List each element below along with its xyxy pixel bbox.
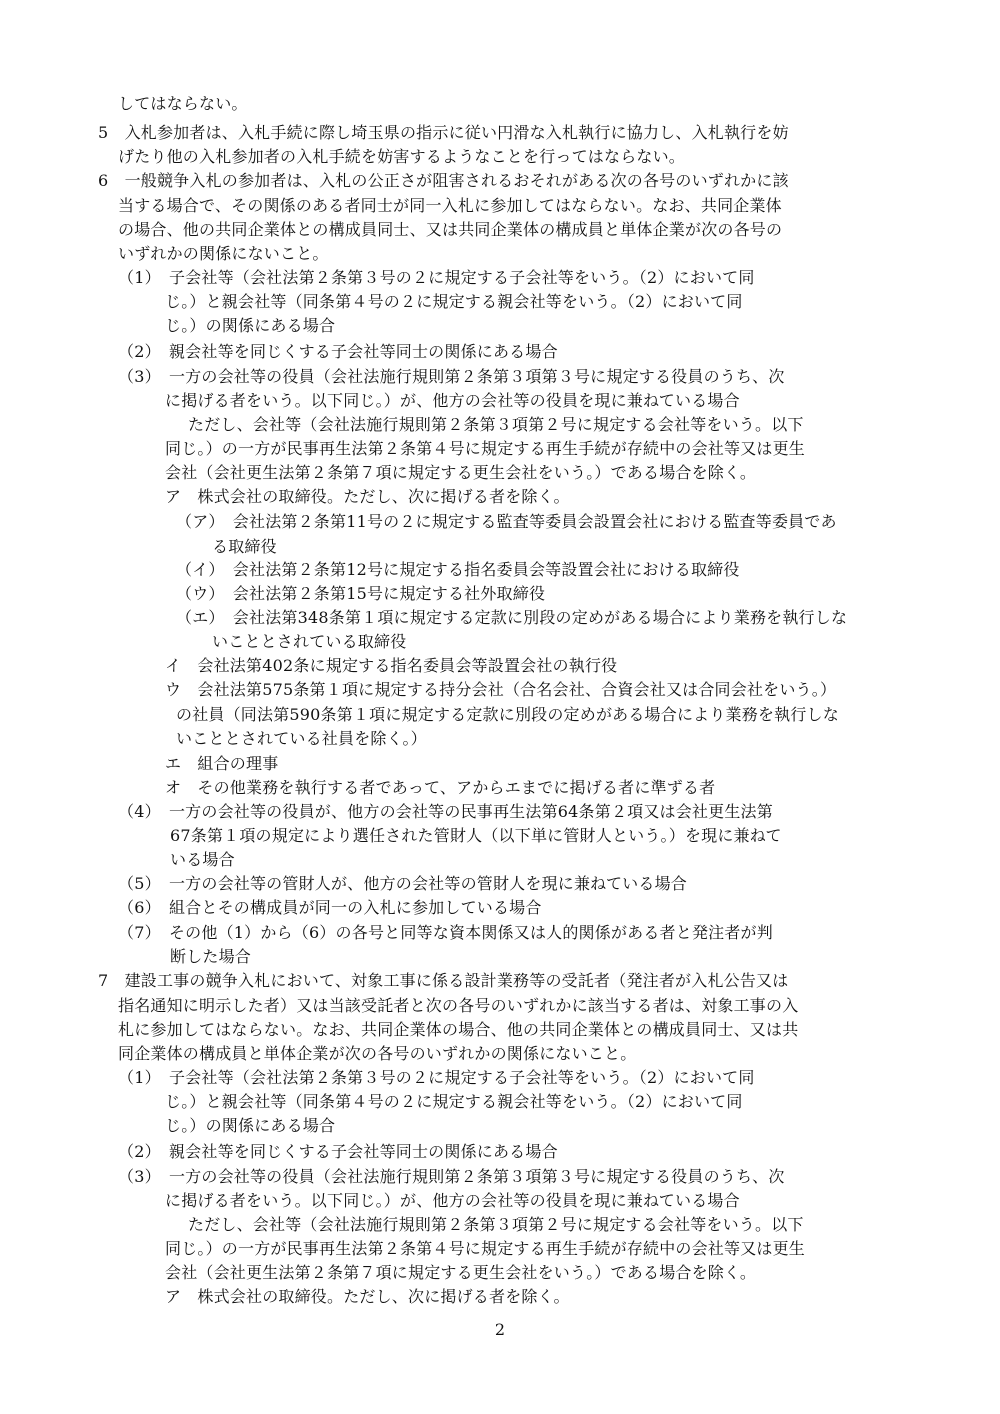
text-line: 会社（会社更生法第２条第７項に規定する更生会社をいう。）である場合を除く。	[165, 463, 757, 482]
text-line: いこととされている社員を除く。）	[176, 729, 427, 748]
text-line: いこととされている取締役	[212, 632, 407, 651]
text-line: じ。）と親会社等（同条第４号の２に規定する親会社等をいう。（2）において同	[165, 1092, 743, 1111]
text-line: いずれかの関係にないこと。	[118, 244, 329, 263]
text-line: ア 株式会社の取締役。ただし、次に掲げる者を除く。	[165, 487, 570, 506]
text-line: ア 株式会社の取締役。ただし、次に掲げる者を除く。	[165, 1287, 570, 1306]
text-line: （イ） 会社法第２条第12号に規定する指名委員会等設置会社における取締役	[176, 560, 740, 579]
text-line: 会社（会社更生法第２条第７項に規定する更生会社をいう。）である場合を除く。	[165, 1263, 757, 1282]
text-line: 同じ。）の一方が民事再生法第２条第４号に規定する再生手続が存続中の会社等又は更生	[165, 1239, 806, 1258]
text-line: の社員（同法第590条第１項に規定する定款に別段の定めがある場合により業務を執行しな	[176, 705, 839, 724]
text-line: に掲げる者をいう。以下同じ。）が、他方の会社等の役員を現に兼ねている場合	[165, 1191, 740, 1210]
text-line: じ。）の関係にある場合	[165, 1116, 336, 1135]
text-line: じ。）の関係にある場合	[165, 316, 336, 335]
text-line: 67条第１項の規定により選任された管財人（以下単に管財人という。）を現に兼ねて	[170, 826, 782, 845]
page-number: 2	[494, 1320, 506, 1339]
text-line: オ その他業務を執行する者であって、アからエまでに掲げる者に準ずる者	[165, 778, 716, 797]
text-line: 6 一般競争入札の参加者は、入札の公正さが阻害されるおそれがある次の各号のいずれかに該	[98, 171, 789, 190]
text-line: げたり他の入札参加者の入札手続を妨害するようなことを行ってはならない。	[118, 147, 686, 166]
text-line: 当する場合で、その関係のある者同士が同一入札に参加してはならない。なお、共同企業体	[118, 196, 782, 215]
text-line: に掲げる者をいう。以下同じ。）が、他方の会社等の役員を現に兼ねている場合	[165, 391, 740, 410]
text-line: じ。）と親会社等（同条第４号の２に規定する親会社等をいう。（2）において同	[165, 292, 743, 311]
text-line: 同企業体の構成員と単体企業が次の各号のいずれかの関係にないこと。	[118, 1044, 637, 1063]
text-line: （6） 組合とその構成員が同一の入札に参加している場合	[118, 898, 542, 917]
text-line: （エ） 会社法第348条第１項に規定する定款に別段の定めがある場合により業務を執行しな	[176, 608, 848, 627]
text-line: 5 入札参加者は、入札手続に際し埼玉県の指示に従い円滑な入札執行に協力し、入札執行を妨	[98, 123, 789, 142]
text-line: 同じ。）の一方が民事再生法第２条第４号に規定する再生手続が存続中の会社等又は更生	[165, 439, 806, 458]
text-line: 7 建設工事の競争入札において、対象工事に係る設計業務等の受託者（発注者が入札公告又は	[98, 971, 789, 990]
text-line: 断した場合	[170, 947, 252, 966]
text-line: （5） 一方の会社等の管財人が、他方の会社等の管財人を現に兼ねている場合	[118, 874, 687, 893]
text-line: ただし、会社等（会社法施行規則第２条第３項第２号に規定する会社等をいう。以下	[188, 415, 804, 434]
text-line: してはならない。	[118, 94, 248, 113]
text-line: （1） 子会社等（会社法第２条第３号の２に規定する子会社等をいう。（2）において同	[118, 268, 755, 287]
text-line: （1） 子会社等（会社法第２条第３号の２に規定する子会社等をいう。（2）において同	[118, 1068, 755, 1087]
text-line: （2） 親会社等を同じくする子会社等同士の関係にある場合	[118, 342, 558, 361]
text-line: （3） 一方の会社等の役員（会社法施行規則第２条第３項第３号に規定する役員のうち、次	[118, 367, 785, 386]
text-line: （ア） 会社法第２条第11号の２に規定する監査等委員会設置会社における監査等委員であ	[176, 512, 837, 531]
text-line: （4） 一方の会社等の役員が、他方の会社等の民事再生法第64条第２項又は会社更生法第	[118, 802, 773, 821]
text-line: の場合、他の共同企業体との構成員同士、又は共同企業体の構成員と単体企業が次の各号の	[118, 220, 783, 239]
text-line: 指名通知に明示した者）又は当該受託者と次の各号のいずれかに該当する者は、対象工事の入	[118, 996, 799, 1015]
text-line: （ウ） 会社法第２条第15号に規定する社外取締役	[176, 584, 546, 603]
text-line: エ 組合の理事	[165, 754, 279, 773]
text-line: 札に参加してはならない。なお、共同企業体の場合、他の共同企業体との構成員同士、又は共	[118, 1020, 799, 1039]
text-line: ウ 会社法第575条第１項に規定する持分会社（合名会社、合資会社又は合同会社をいう。）	[165, 680, 837, 699]
text-line: イ 会社法第402条に規定する指名委員会等設置会社の執行役	[165, 656, 618, 675]
text-line: （2） 親会社等を同じくする子会社等同士の関係にある場合	[118, 1142, 558, 1161]
text-line: ただし、会社等（会社法施行規則第２条第３項第２号に規定する会社等をいう。以下	[188, 1215, 804, 1234]
text-line: いる場合	[170, 850, 235, 869]
text-line: （7） その他（1）から（6）の各号と同等な資本関係又は人的関係がある者と発注者が判	[118, 923, 773, 942]
text-line: る取締役	[212, 537, 277, 556]
text-line: （3） 一方の会社等の役員（会社法施行規則第２条第３項第３号に規定する役員のうち、次	[118, 1167, 785, 1186]
